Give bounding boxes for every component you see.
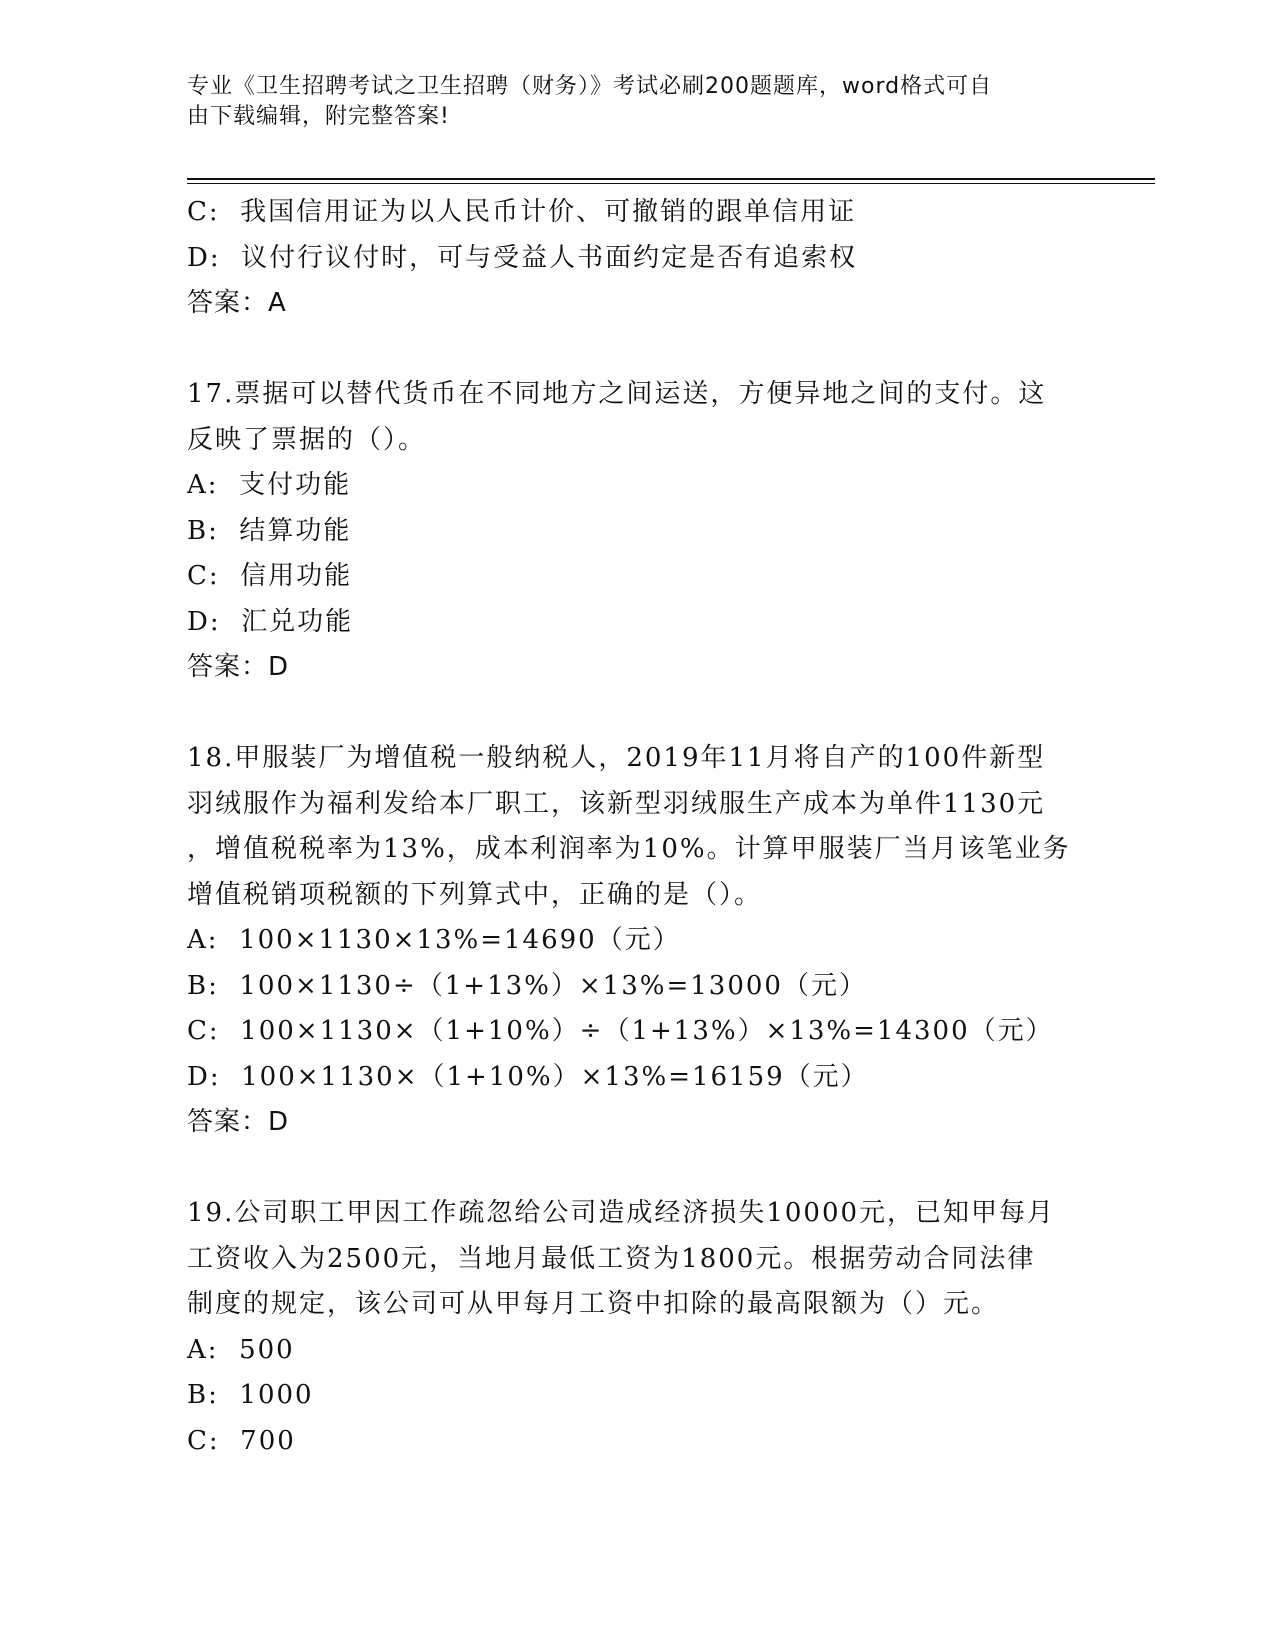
header-divider-thick [187, 178, 1155, 180]
q18-answer: 答案：D [187, 1107, 290, 1137]
q18-text-line-2: 羽绒服作为福利发给本厂职工，该新型羽绒服生产成本为单件1130元 [187, 788, 1046, 819]
q18-option-c: C: 100×1130×（1+10%）÷（1+13%）×13%=14300（元） [187, 1016, 1054, 1046]
q19-text-line-3: 制度的规定，该公司可从甲每月工资中扣除的最高限额为（）元。 [187, 1289, 1000, 1319]
q17-option-a: A: 支付功能 [187, 470, 352, 500]
q19-option-b: B: 1000 [187, 1380, 314, 1410]
q17-answer: 答案：D [187, 652, 290, 682]
question-19 [187, 1191, 1087, 1464]
q18-option-d: D: 100×1130×（1+10%）×13%=16159（元） [187, 1061, 869, 1092]
q17-option-c: C: 信用功能 [187, 561, 353, 591]
q19-option-c: C: 700 [187, 1425, 296, 1456]
q19-option-a: A: 500 [187, 1334, 295, 1365]
header-line-2: 由下载编辑，附完整答案! [187, 104, 450, 129]
q18-text-line-1: 18.甲服装厂为增值税一般纳税人，2019年11月将自产的100件新型 [187, 743, 1046, 773]
q19-text-line-1: 19.公司职工甲因工作疏忽给公司造成经济损失10000元，已知甲每月 [187, 1198, 1056, 1228]
q18-option-a: A: 100×1130×13%=14690（元） [187, 925, 681, 955]
q18-option-b: B: 100×1130÷（1+13%）×13%=13000（元） [187, 970, 867, 1001]
question-17 [187, 372, 1087, 691]
document-body [187, 190, 1087, 1464]
question-16-tail [187, 190, 1087, 327]
q17-option-d: D: 汇兑功能 [187, 606, 354, 637]
q18-text-line-4: 增值税销项税额的下列算式中，正确的是（）。 [187, 879, 763, 910]
q17-text-line-2: 反映了票据的（）。 [187, 424, 427, 455]
spacer [187, 691, 1087, 737]
header-line-1: 专业《卫生招聘考试之卫生招聘（财务）》考试必刷200题题库，word格式可自 [187, 74, 993, 99]
q16-option-d: D: 议付行议付时，可与受益人书面约定是否有追索权 [187, 242, 858, 273]
spacer [187, 1146, 1087, 1192]
q17-text-line-1: 17.票据可以替代货币在不同地方之间运送，方便异地之间的支付。这 [187, 379, 1047, 409]
question-18 [187, 736, 1087, 1146]
q17-option-b: B: 结算功能 [187, 515, 352, 546]
q18-text-line-3: ，增值税税率为13%，成本利润率为10%。计算甲服装厂当月该笔业务 [187, 834, 1071, 864]
q19-text-line-2: 工资收入为2500元，当地月最低工资为1800元。根据劳动合同法律 [187, 1243, 1036, 1274]
q16-option-c: C: 我国信用证为以人民币计价、可撤销的跟单信用证 [187, 197, 857, 227]
spacer [187, 327, 1087, 373]
document-header [187, 72, 1087, 132]
q16-answer: 答案：A [187, 288, 287, 318]
header-divider-thin [187, 183, 1155, 184]
